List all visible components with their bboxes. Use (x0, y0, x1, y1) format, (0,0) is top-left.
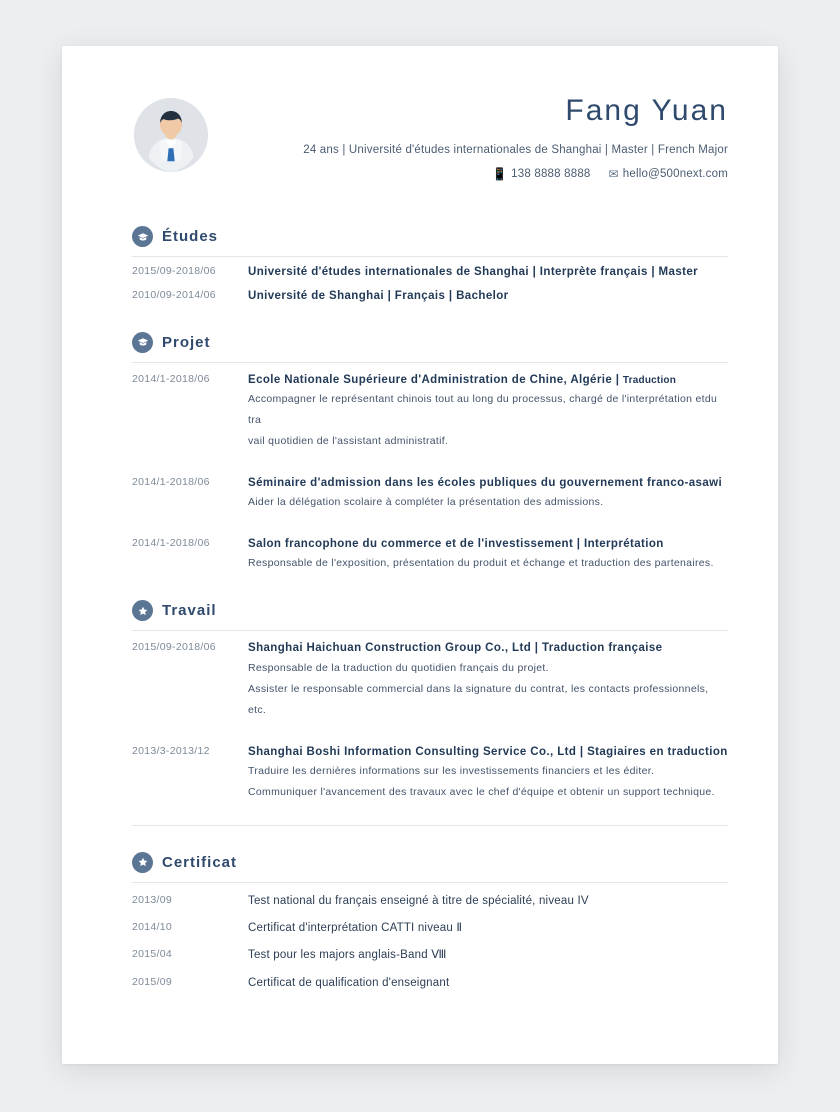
list-item (132, 281, 728, 305)
item-title: Certificat d'interprétation CATTI niveau Ⅱ (248, 922, 463, 934)
section-education (132, 226, 728, 306)
list-item (132, 466, 728, 513)
item-row (132, 527, 728, 574)
section-project-title: Projet (162, 333, 211, 351)
item-title: Shanghai Haichuan Construction Group Co., Ltd | Traduction française (248, 642, 663, 655)
item-date: 2015/09-2018/06 (132, 641, 216, 654)
star-glyph (137, 605, 149, 617)
item-body (248, 975, 728, 992)
item-date: 2014/1-2018/06 (132, 537, 210, 549)
page-title: Fang Yuan (565, 94, 728, 127)
item-body (248, 640, 728, 720)
avatar-illustration (134, 98, 208, 172)
project-list (132, 363, 728, 575)
list-item (132, 363, 728, 452)
item-title: Séminaire d'admission dans les écoles publiques du gouvernement franco-asawi (248, 476, 723, 489)
work-list (132, 631, 728, 803)
item-date: 2014/1-2018/06 (132, 475, 210, 488)
item-title: Université d'études internationales de Shanghai | Interprète français | Master (248, 266, 699, 278)
item-desc-line: Traduire les dernières informations sur les investissements financiers et les éditer. (248, 764, 655, 777)
email-icon: ✉ (608, 167, 619, 181)
phone-item (492, 168, 591, 180)
section-certificate-header (132, 852, 728, 883)
item-date: 2014/10 (132, 921, 173, 933)
education-list (132, 257, 728, 306)
item-date: 2015/09-2018/06 (132, 265, 216, 277)
graduation-cap-glyph (137, 231, 149, 243)
section-certificate-title: Certificat (162, 853, 238, 871)
item-title: Test national du français enseigné à titre de spécialité, niveau IV (248, 894, 589, 907)
item-title: Salon francophone du commerce et de l'investissement | Interprétation (248, 538, 664, 550)
avatar (134, 98, 208, 172)
item-desc-line: vail quotidien de l'assistant administratif. (248, 434, 449, 447)
item-title: Test pour les majors anglais-Band Ⅷ (248, 949, 447, 962)
item-row (132, 363, 728, 452)
section-education-header (132, 226, 728, 257)
item-row (132, 631, 728, 720)
item-row (132, 735, 728, 803)
item-title (248, 372, 728, 389)
resume-content (132, 94, 728, 992)
item-title-suffix: Traduction (622, 374, 677, 386)
section-project (132, 332, 728, 575)
graduation-cap-glyph (137, 336, 149, 348)
graduation-cap-icon (132, 332, 153, 353)
email-value: hello@500next.com (622, 168, 728, 180)
resume-page (62, 46, 778, 1064)
item-desc-line: Aider la délégation scolaire à compléter la présentation des admissions. (248, 496, 604, 508)
star-icon (132, 852, 153, 873)
item-date: 2013/3-2013/12 (132, 744, 210, 757)
item-body (248, 372, 728, 452)
list-item (132, 937, 728, 964)
item-body (248, 475, 728, 513)
item-date: 2013/09 (132, 893, 173, 906)
email-item[interactable] (609, 168, 728, 180)
item-desc-line: Accompagner le représentant chinois tout au long du processus, chargé de l'interprétation etdu tra (248, 392, 718, 426)
item-date: 2015/04 (132, 948, 173, 961)
item-body (248, 264, 728, 281)
item-desc-line: Responsable de la traduction du quotidien français du projet. (248, 661, 549, 674)
section-divider (132, 825, 728, 826)
item-body (248, 744, 728, 803)
section-work-title: Travail (162, 602, 217, 620)
item-title: Certificat de qualification d'enseignant (248, 976, 450, 989)
phone-icon: 📱 (492, 167, 508, 181)
list-item (132, 631, 728, 720)
section-project-header (132, 332, 728, 363)
graduation-cap-icon (132, 226, 153, 247)
item-desc-line: Assister le responsable commercial dans la signature du contrat, les contacts professionnels, etc. (248, 682, 709, 716)
item-body (248, 947, 728, 964)
item-date: 2015/09 (132, 975, 173, 988)
list-item (132, 965, 728, 992)
header-subline: 24 ans | Université d'études internationales de Shanghai | Master | French Major (303, 144, 728, 156)
item-desc-line: Responsable de l'exposition, présentation du produit et échange et traduction des partenaires. (248, 557, 714, 570)
item-body (248, 288, 728, 305)
certificate-list (132, 883, 728, 992)
item-body (248, 536, 728, 574)
section-work (132, 600, 728, 826)
item-title: Shanghai Boshi Information Consulting Service Co., Ltd | Stagiaires en traduction (248, 745, 728, 758)
item-row (132, 466, 728, 513)
star-icon (132, 600, 153, 621)
list-item (132, 883, 728, 910)
item-desc-line: Communiquer l'avancement des travaux avec le chef d'équipe et obtenir un support technique. (248, 785, 715, 798)
item-date: 2010/09-2014/06 (132, 289, 216, 302)
contact-info (492, 168, 728, 180)
list-item (132, 910, 728, 937)
list-item (132, 527, 728, 574)
list-item (132, 257, 728, 281)
item-title: Université de Shanghai | Français | Bachelor (248, 290, 509, 303)
item-body (248, 920, 728, 937)
section-work-header (132, 600, 728, 631)
section-certificate (132, 852, 728, 992)
star-glyph (137, 856, 149, 868)
list-item (132, 735, 728, 803)
item-title-main: Ecole Nationale Supérieure d'Administration de Chine, Algérie | (248, 373, 623, 386)
item-date: 2014/1-2018/06 (132, 372, 210, 385)
section-education-title: Études (162, 228, 219, 245)
phone-value: 138 8888 8888 (511, 168, 591, 180)
resume-header (132, 94, 728, 208)
item-body (248, 893, 728, 910)
